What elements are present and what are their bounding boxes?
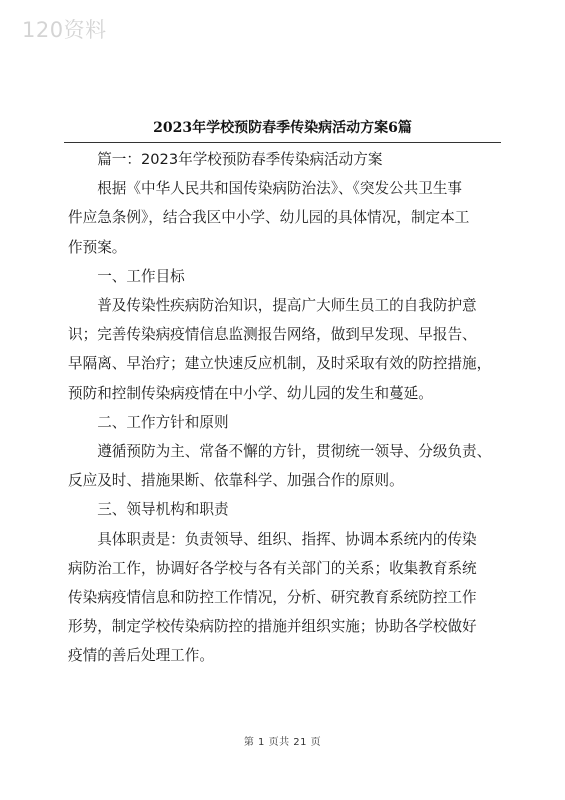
body-line: 篇一：2023年学校预防春季传染病活动方案	[97, 151, 383, 168]
document-body	[68, 145, 508, 671]
watermark-logo: 120资料	[22, 18, 107, 42]
body-line: 病防治工作，协调好各学校与各有关部门的关系；收集教育系统	[68, 559, 477, 577]
body-line: 反应及时、措施果断、依靠科学、加强合作的原则。	[68, 472, 404, 490]
body-line: 形势，制定学校传染病防控的措施并组织实施；协助各学校做好	[68, 618, 477, 636]
body-line: 早隔离、早治疗；建立快速反应机制，及时采取有效的防控措施，	[68, 355, 492, 373]
body-line: 识；完善传染病疫情信息监测报告网络，做到早发现、早报告、	[68, 326, 477, 344]
document-title: 2023年学校预防春季传染病活动方案6篇	[153, 120, 412, 136]
page-number: 第 1 页共 21 页	[243, 737, 322, 748]
body-line: 根据《中华人民共和国传染病防治法》、《突发公共卫生事	[97, 180, 463, 198]
section-heading: 二、工作方针和原则	[97, 413, 229, 431]
section-heading: 一、工作目标	[97, 267, 185, 285]
body-line: 作预案。	[68, 238, 127, 256]
body-line: 预防和控制传染病疫情在中小学、幼儿园的发生和蔓延。	[68, 384, 433, 402]
body-line: 普及传染性疾病防治知识，提高广大师生员工的自我防护意	[97, 297, 477, 315]
title-divider	[64, 142, 501, 143]
body-line: 件应急条例》，结合我区中小学、幼儿园的具体情况，制定本工	[68, 209, 470, 227]
body-line: 传染病疫情信息和防控工作情况，分析、研究教育系统防控工作	[68, 589, 477, 607]
body-line: 疫情的善后处理工作。	[68, 647, 214, 665]
body-line: 具体职责是：负责领导、组织、指挥、协调本系统内的传染	[97, 530, 477, 548]
section-heading: 三、领导机构和职责	[97, 501, 229, 519]
body-line: 遵循预防为主、常备不懈的方针，贯彻统一领导、分级负责、	[97, 443, 492, 461]
